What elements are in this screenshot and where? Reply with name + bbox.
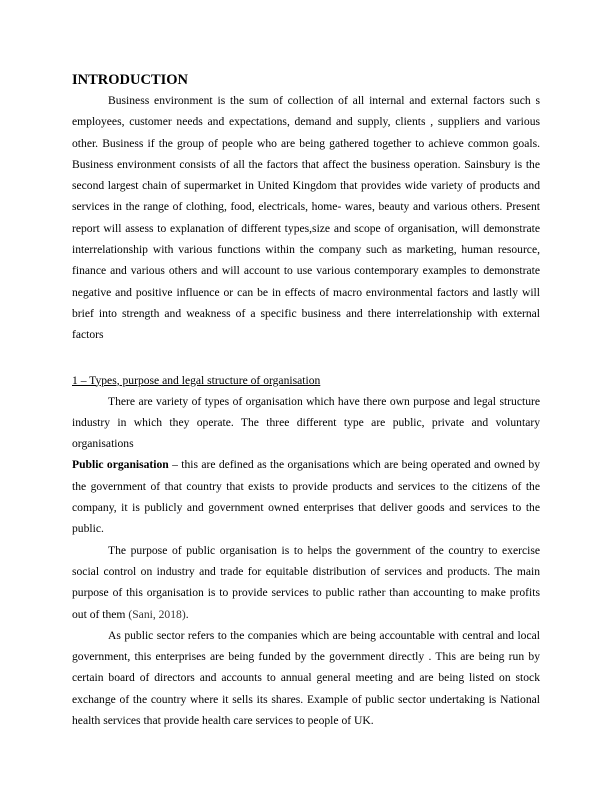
public-organisation-definition: – this are defined as the organisations which are being operated and owned by the government of that country that exists to provide products and services to the citizens of the company, it is publicly and government owned enterprises that deliver goods and services to the public. [72, 458, 540, 536]
section-1-paragraph-1: There are variety of types of organisation which have there own purpose and legal structure industry in which they operate. The three different type are public, private and voluntary organisations [72, 394, 540, 451]
paragraph-3-text: The purpose of public organisation is to helps the government of the country to exercise social control on industry and trade for equitable distribution of services and products. The main purpose of this organisation is to provide services to public rather than accounting to make profits out of them [72, 543, 540, 621]
public-organisation-term: Public organisation [72, 458, 169, 472]
section-1-paragraph-4: As public sector refers to the companies which are being accountable with central and local government, this enterprises are being funded by the government directly . This are being run by certain board of directors and accounts to annual general meeting and are being listed on stock exchange of the country where it sells its shares. Example of public sector undertaking is National health services that provide health care services to people of UK. [72, 628, 540, 728]
public-organisation-paragraph [72, 454, 540, 539]
citation: (Sani, 2018) [128, 607, 186, 621]
intro-paragraph: Business environment is the sum of collection of all internal and external factors such s employees, customer needs and expectations, demand and supply, clients , suppliers and various other. Business if the group of people who are being gathered together to achieve common goals. Business environment consists of all the factors that affect the business operation. Sainsbury is the second largest chain of supermarket in United Kingdom that provides wide variety of products and services in the range of clothing, food, electricals, home- wares, beauty and various others. Present report will assess to explanation of different types,size and scope of organisation, will demonstrate interrelationship with various functions within the company such as marketing, human resource, finance and various others and will account to use various contemporary examples to demonstrate negative and positive influence or can be in effects of macro environmental factors and lastly will brief into strength and weakness of a specific business and there interrelationship with external factors [72, 94, 540, 342]
paragraph-3-end: . [185, 607, 189, 621]
document-page [72, 70, 540, 731]
intro-heading: INTRODUCTION [72, 72, 189, 88]
section-1-heading: 1 – Types, purpose and legal structure of organisation [72, 373, 321, 387]
section-1-paragraph-3 [72, 540, 540, 625]
